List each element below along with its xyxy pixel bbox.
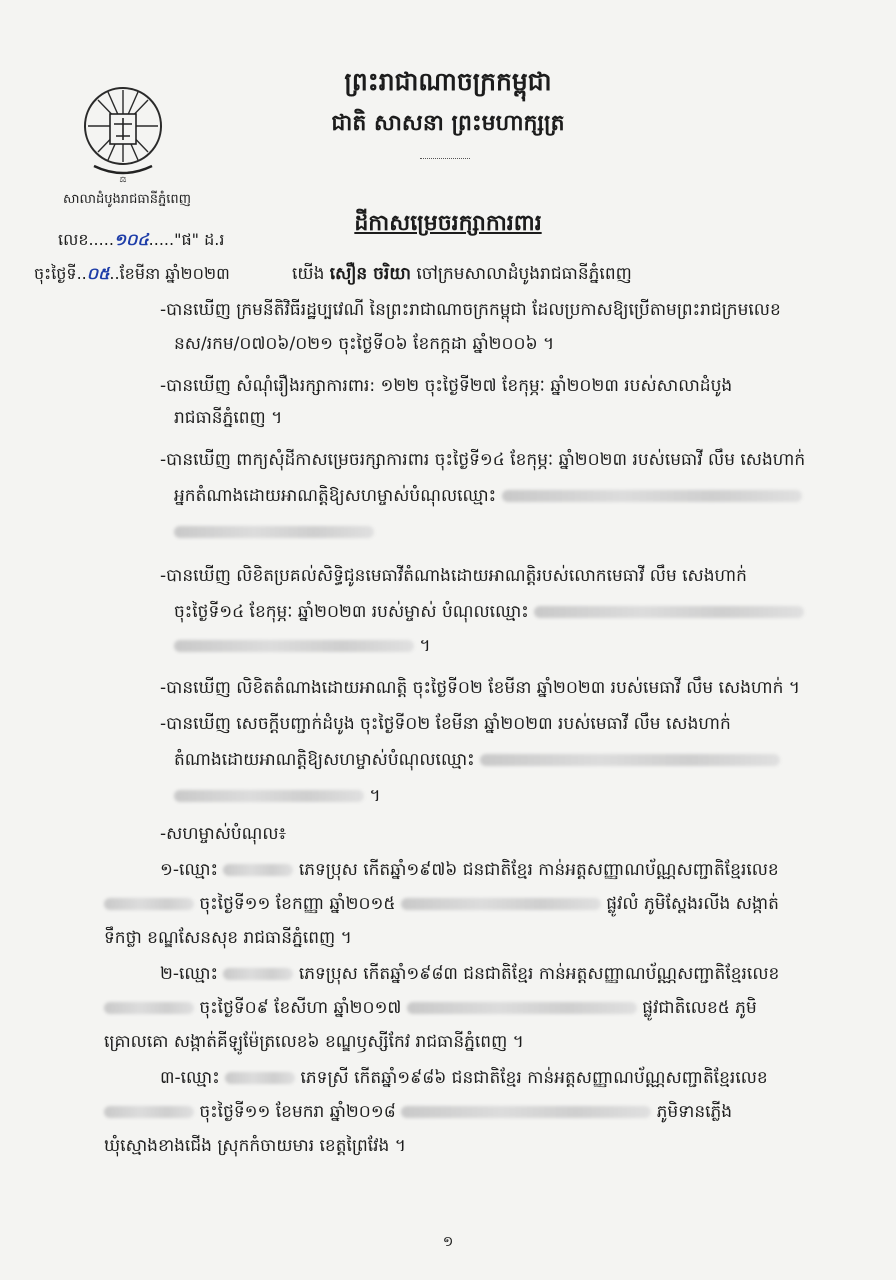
party-line: គ្រោលគោ សង្កាត់គីឡូម៉ែត្រលេខ៦ ខណ្ឌឫស្សីកែវ រាជធានីភ្នំពេញ ។: [104, 1032, 524, 1052]
party-line: ១-ឈ្មោះ ភេទប្រុស កើតឆ្នាំ១៩៧៦ ជនជាតិខ្មែរ កាន់អត្តសញ្ញាណប័ណ្ណសញ្ជាតិខ្មែរលេខ: [160, 860, 779, 880]
judge-name: សឿន ចរិយា: [329, 264, 411, 284]
body-line: -បានឃើញ ពាក្យសុំដីកាសម្រេចរក្សាការពារ ចុះថ្ងៃទី១៤ ខែកុម្ភៈ ឆ្នាំ២០២៣ របស់មេធាវី លឹម សេងហាក់: [160, 450, 806, 470]
handwritten-ref-number: ១០៤: [113, 230, 149, 249]
party-line: ទឹកថ្លា ខណ្ឌសែនសុខ រាជធានីភ្នំពេញ ។: [104, 928, 352, 948]
redacted-name: [174, 640, 414, 652]
court-name: សាលាដំបូងរាជធានីភ្នំពេញ: [63, 192, 191, 207]
redacted-name: [502, 490, 802, 502]
body-line: ។: [174, 634, 431, 658]
issue-date: ចុះថ្ងៃទី..០៥..ខែមីនា ឆ្នាំ២០២៣: [34, 264, 230, 283]
body-line: អ្នកតំណាងដោយអាណត្តិឱ្យសហម្ចាស់បំណុលឈ្មោះ: [174, 484, 802, 508]
party-line: ចុះថ្ងៃទី០៩ ខែសីហា ឆ្នាំ២០១៧ ផ្លូវជាតិលេខ៥ ភូមិ: [104, 996, 757, 1020]
redacted-name: [174, 790, 364, 802]
redacted-name: [480, 754, 780, 766]
redacted-name: [223, 968, 293, 980]
party-line: ២-ឈ្មោះ ភេទប្រុស កើតឆ្នាំ១៩៨៣ ជនជាតិខ្មែរ កាន់អត្តសញ្ញាណប័ណ្ណសញ្ជាតិខ្មែរលេខ: [160, 964, 780, 984]
redacted-name: [174, 526, 374, 538]
body-line: -បានឃើញ សំណុំរឿងរក្សាការពារ: ១២២ ចុះថ្ងៃទី២៧ ខែកុម្ភៈ ឆ្នាំ២០២៣ របស់សាលាដំបូង: [160, 376, 733, 396]
header-divider: [420, 158, 470, 159]
redacted-name: [225, 1072, 295, 1084]
redacted-name: [223, 864, 293, 876]
party-line: ឃុំស្មោងខាងជើង ស្រុកកំចាយមារ ខេត្តព្រៃវែង ។: [104, 1136, 406, 1156]
judge-statement: យើង សឿន ចរិយា ចៅក្រមសាលាដំបូងរាជធានីភ្នំពេញ: [292, 264, 632, 284]
body-line: -បានឃើញ ក្រមនីតិវិធីរដ្ឋប្បវេណី នៃព្រះរាជាណាចក្រកម្ពុជា ដែលប្រកាសឱ្យប្រើតាមព្រះរាជក្រមលេខ: [160, 300, 781, 320]
body-line: រាជធានីភ្នំពេញ ។: [174, 408, 283, 428]
redacted-line: [174, 520, 374, 544]
document-title: ដីកាសម្រេចរក្សាការពារ: [354, 211, 542, 236]
party-line: ចុះថ្ងៃទី១១ ខែមករា ឆ្នាំ២០១៨ ភូមិទានភ្លើង: [104, 1100, 732, 1124]
redacted-name: [534, 606, 804, 618]
body-line: -បានឃើញ លិខិតប្រគល់សិទ្ធិជូនមេធាវីតំណាងដោយអាណត្តិរបស់លោកមេធាវី លឹម សេងហាក់: [160, 566, 747, 586]
redacted-id: [104, 1002, 194, 1014]
party-line: ចុះថ្ងៃទី១១ ខែកញ្ញា ឆ្នាំ២០១៥ ផ្លូវលំ ភូមិស្ពែងរលីង សង្កាត់: [104, 892, 779, 916]
redacted-address: [407, 1002, 637, 1014]
body-line: ចុះថ្ងៃទី១៤ ខែកុម្ភៈ ឆ្នាំ២០២៣ របស់ម្ចាស់ បំណុលឈ្មោះ: [174, 600, 804, 624]
body-line: ។: [174, 784, 381, 808]
body-line: -បានឃើញ លិខិតតំណាងដោយអាណត្តិ ចុះថ្ងៃទី០២ ខែមីនា ឆ្នាំ២០២៣ របស់មេធាវី លឹម សេងហាក់ ។: [160, 678, 800, 698]
body-line: -បានឃើញ សេចក្ដីបញ្ជាក់ដំបូង ចុះថ្ងៃទី០២ ខែមីនា ឆ្នាំ២០២៣ របស់មេធាវី លឹម សេងហាក់: [160, 714, 731, 734]
section-heading: -សហម្ចាស់បំណុល៖: [160, 824, 287, 844]
page-number: ១: [442, 1234, 454, 1250]
reference-number: លេខ.....១០៤....."ផ" ដ.រ: [58, 230, 225, 249]
handwritten-date-day: ០៥: [86, 264, 110, 283]
body-line: តំណាងដោយអាណត្តិឱ្យសហម្ចាស់បំណុលឈ្មោះ: [174, 748, 780, 772]
national-motto: ជាតិ សាសនា ព្រះមហាក្សត្រ: [331, 111, 565, 136]
redacted-address: [401, 1106, 651, 1118]
redacted-address: [401, 898, 601, 910]
redacted-id: [104, 898, 194, 910]
kingdom-heading: ព្រះរាជាណាចក្រកម្ពុជា: [344, 67, 552, 96]
svg-text:⚖: ⚖: [119, 175, 127, 184]
party-line: ៣-ឈ្មោះ ភេទស្រី កើតឆ្នាំ១៩៨៦ ជនជាតិខ្មែរ កាន់អត្តសញ្ញាណប័ណ្ណសញ្ជាតិខ្មែរលេខ: [160, 1068, 768, 1088]
body-line: នស/រកម/០៧០៦/០២១ ចុះថ្ងៃទី០៦ ខែកក្កដា ឆ្នាំ២០០៦ ។: [174, 334, 555, 354]
redacted-id: [104, 1106, 194, 1118]
